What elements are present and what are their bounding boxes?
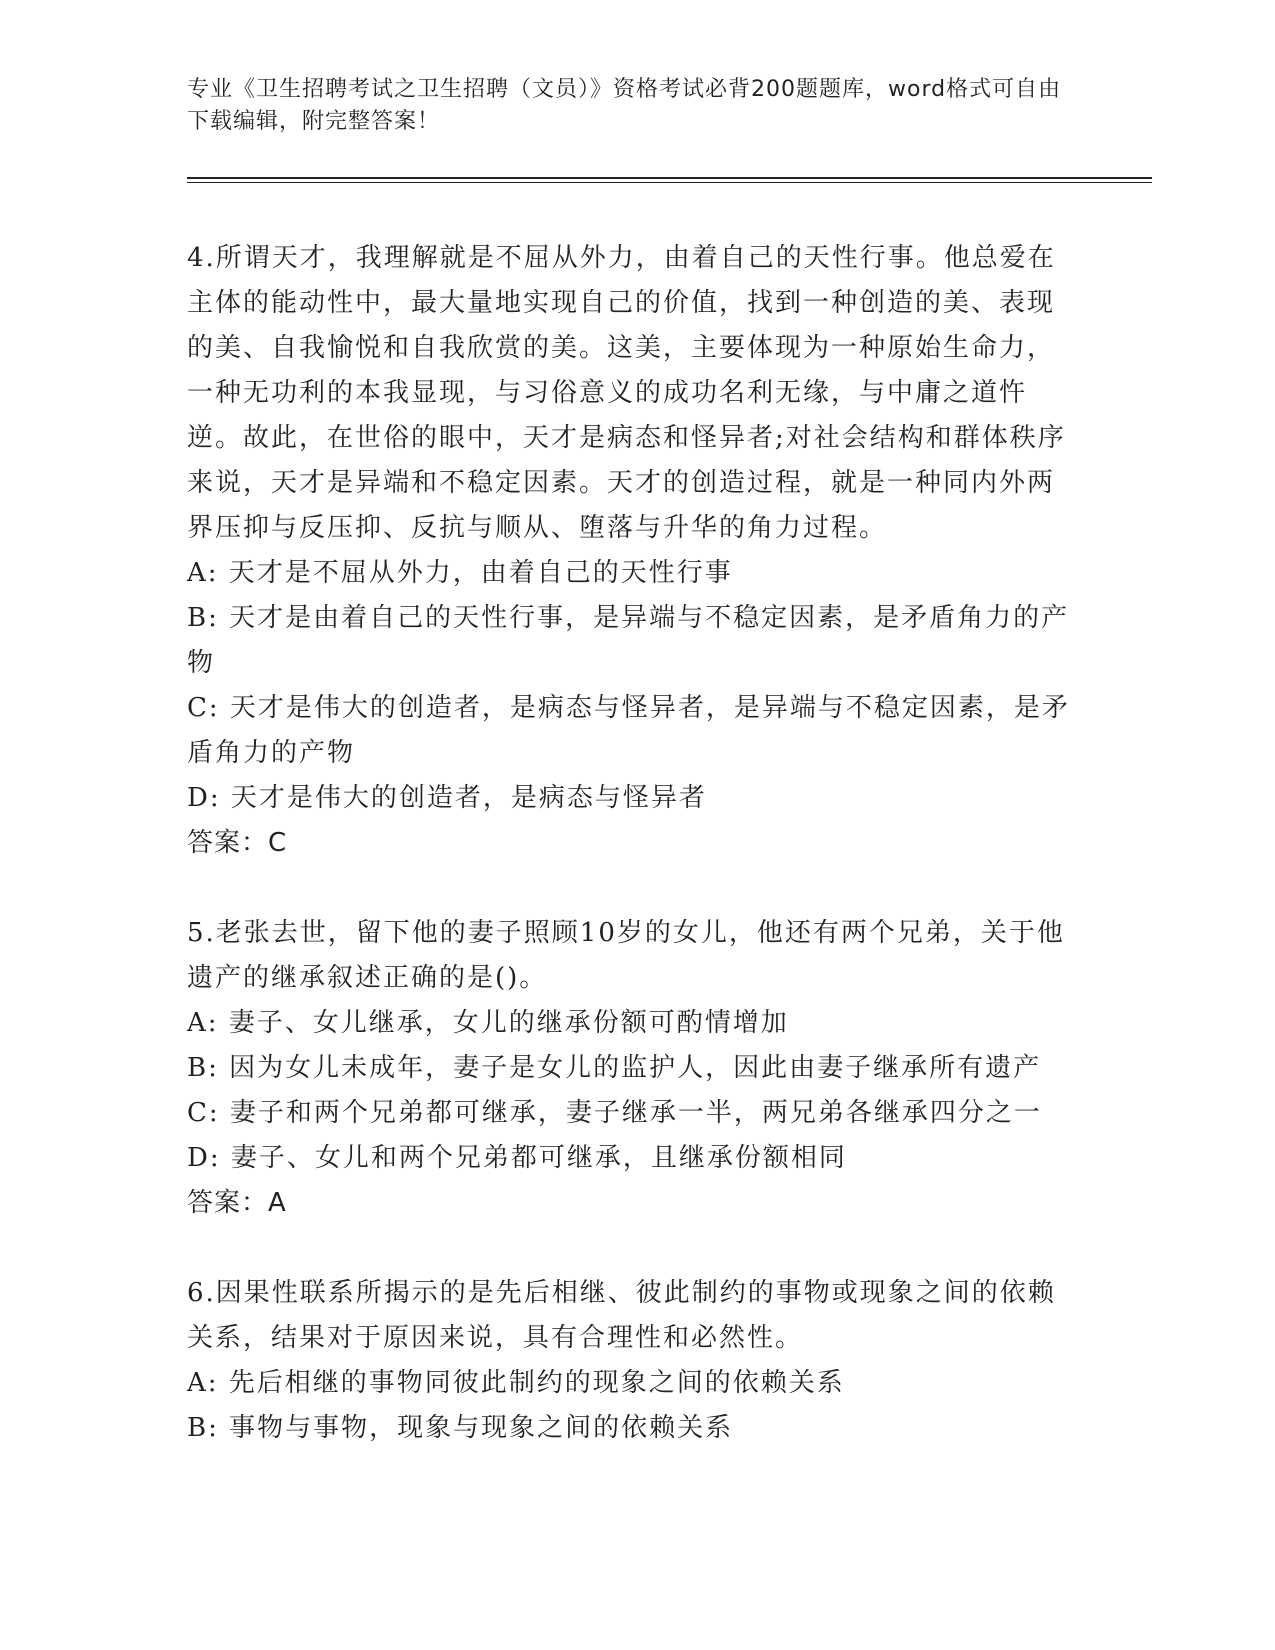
option-d: D: 天才是伟大的创造者，是病态与怪异者 bbox=[187, 783, 707, 813]
question-text: 4.所谓天才，我理解就是不屈从外力，由着自己的天性行事。他总爱在主体的能动性中，最大量地实现自己的价值，找到一种创造的美、表现的美、自我愉悦和自我欣赏的美。这美，主要体现为一种原始生命力，一种无功利的本我显现，与习俗意义的成功名利无缘，与中庸之道忤逆。故此，在世俗的眼中，天才是病态和怪异者;对社会结构和群体秩序来说，天才是异端和不稳定因素。天才的创造过程，就是一种同内外两界压抑与反压抑、反抗与顺从、堕落与升华的角力过程。 bbox=[187, 243, 1066, 543]
question-text: 5.老张去世，留下他的妻子照顾10岁的女儿，他还有两个兄弟，关于他遗产的继承叙述正确的是()。 bbox=[187, 918, 1065, 993]
question-6 bbox=[187, 1271, 1077, 1451]
question-list bbox=[187, 236, 1077, 1496]
question-4 bbox=[187, 236, 1077, 866]
option-a: A: 先后相继的事物同彼此制约的现象之间的依赖关系 bbox=[187, 1368, 845, 1398]
header-rule-thin bbox=[187, 182, 1152, 183]
answer: 答案：C bbox=[187, 828, 288, 858]
answer: 答案：A bbox=[187, 1188, 287, 1218]
option-b: B: 天才是由着自己的天性行事，是异端与不稳定因素，是矛盾角力的产物 bbox=[187, 603, 1070, 678]
header-rule-thick bbox=[187, 177, 1152, 179]
question-5 bbox=[187, 911, 1077, 1226]
option-c: C: 天才是伟大的创造者，是病态与怪异者，是异端与不稳定因素，是矛盾角力的产物 bbox=[187, 693, 1070, 768]
option-b: B: 事物与事物，现象与现象之间的依赖关系 bbox=[187, 1413, 734, 1443]
option-c: C: 妻子和两个兄弟都可继承，妻子继承一半，两兄弟各继承四分之一 bbox=[187, 1098, 1042, 1128]
document-header: 专业《卫生招聘考试之卫生招聘（文员）》资格考试必背200题题库，word格式可自由下载编辑，附完整答案！ bbox=[187, 77, 1062, 134]
option-d: D: 妻子、女儿和两个兄弟都可继承，且继承份额相同 bbox=[187, 1143, 847, 1173]
option-a: A: 妻子、女儿继承，女儿的继承份额可酌情增加 bbox=[187, 1008, 789, 1038]
option-b: B: 因为女儿未成年，妻子是女儿的监护人，因此由妻子继承所有遗产 bbox=[187, 1053, 1042, 1083]
question-text: 6.因果性联系所揭示的是先后相继、彼此制约的事物或现象之间的依赖关系，结果对于原因来说，具有合理性和必然性。 bbox=[187, 1278, 1056, 1353]
option-a: A: 天才是不屈从外力，由着自己的天性行事 bbox=[187, 558, 733, 588]
